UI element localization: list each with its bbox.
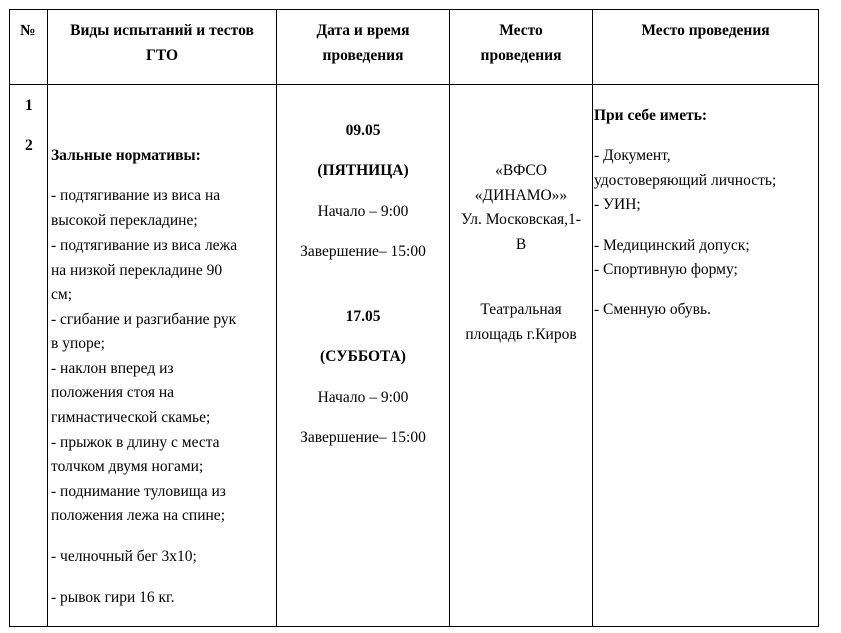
test-line: - челночный бег 3х10; (51, 548, 197, 565)
header-date-line2: проведения (322, 47, 404, 64)
row-number: 1 (25, 97, 33, 114)
day1-date: 09.05 (345, 122, 381, 139)
row-number: 2 (25, 137, 33, 154)
venue1-line: «ВФСО (495, 162, 547, 179)
day1-weekday: (ПЯТНИЦА) (317, 162, 409, 179)
test-line: положения стоя на (51, 384, 175, 401)
day1-end: Завершение– 15:00 (300, 243, 426, 260)
test-line: - поднимание туловища из (51, 483, 226, 500)
test-line: - наклон вперед из (51, 360, 174, 377)
test-line: на низкой перекладине 90 (51, 262, 223, 279)
bring-line: - Сменную обувь. (594, 301, 711, 318)
venue1-line: В (515, 236, 527, 253)
col-border (47, 9, 48, 627)
test-line: высокой перекладине; (51, 212, 198, 229)
header-place2: Место проведения (641, 22, 770, 39)
test-line: толчком двумя ногами; (51, 458, 204, 475)
header-tests-line2: ГТО (145, 47, 179, 64)
venue1-line: «ДИНАМО»» (474, 187, 568, 204)
header-num: № (20, 22, 36, 39)
bring-title: При себе иметь: (594, 107, 708, 124)
bring-line: - УИН; (594, 196, 641, 213)
test-line: положения лежа на спине; (51, 507, 225, 524)
venue1-line: Ул. Московская,1- (461, 211, 581, 228)
day2-date: 17.05 (345, 308, 381, 325)
header-place-line2: проведения (480, 47, 562, 64)
test-line: - подтягивание из виса на (51, 187, 221, 204)
venue2-line: площадь г.Киров (465, 326, 577, 343)
test-line: гимнастической скамье; (51, 409, 211, 426)
day1-start: Начало – 9:00 (317, 203, 409, 220)
venue2-line: Театральная (480, 301, 562, 318)
test-line: - подтягивание из виса лежа (51, 237, 238, 254)
test-line: см; (51, 286, 72, 303)
header-place-line1: Место (499, 22, 543, 39)
test-line: в упоре; (51, 335, 105, 352)
test-line: - сгибание и разгибание рук (51, 311, 237, 328)
col-border (9, 9, 10, 627)
col-border (818, 9, 819, 627)
header-date-line1: Дата и время (316, 22, 410, 39)
day2-end: Завершение– 15:00 (300, 429, 426, 446)
test-line: - рывок гири 16 кг. (51, 589, 175, 606)
test-line: - прыжок в длину с места (51, 434, 220, 451)
bring-line: - Спортивную форму; (594, 261, 738, 278)
table-border-top (9, 9, 818, 10)
col-border (592, 9, 593, 627)
header-divider (9, 84, 818, 85)
bring-line: удостоверяющий личность; (594, 172, 777, 189)
bring-line: - Документ, (594, 147, 671, 164)
tests-title: Зальные нормативы: (51, 147, 201, 164)
bring-line: - Медицинский допуск; (594, 237, 750, 254)
day2-weekday: (СУББОТА) (320, 348, 406, 365)
day2-start: Начало – 9:00 (317, 389, 409, 406)
header-tests-line1: Виды испытаний и тестов (70, 22, 254, 39)
table-border-bottom (9, 626, 818, 627)
